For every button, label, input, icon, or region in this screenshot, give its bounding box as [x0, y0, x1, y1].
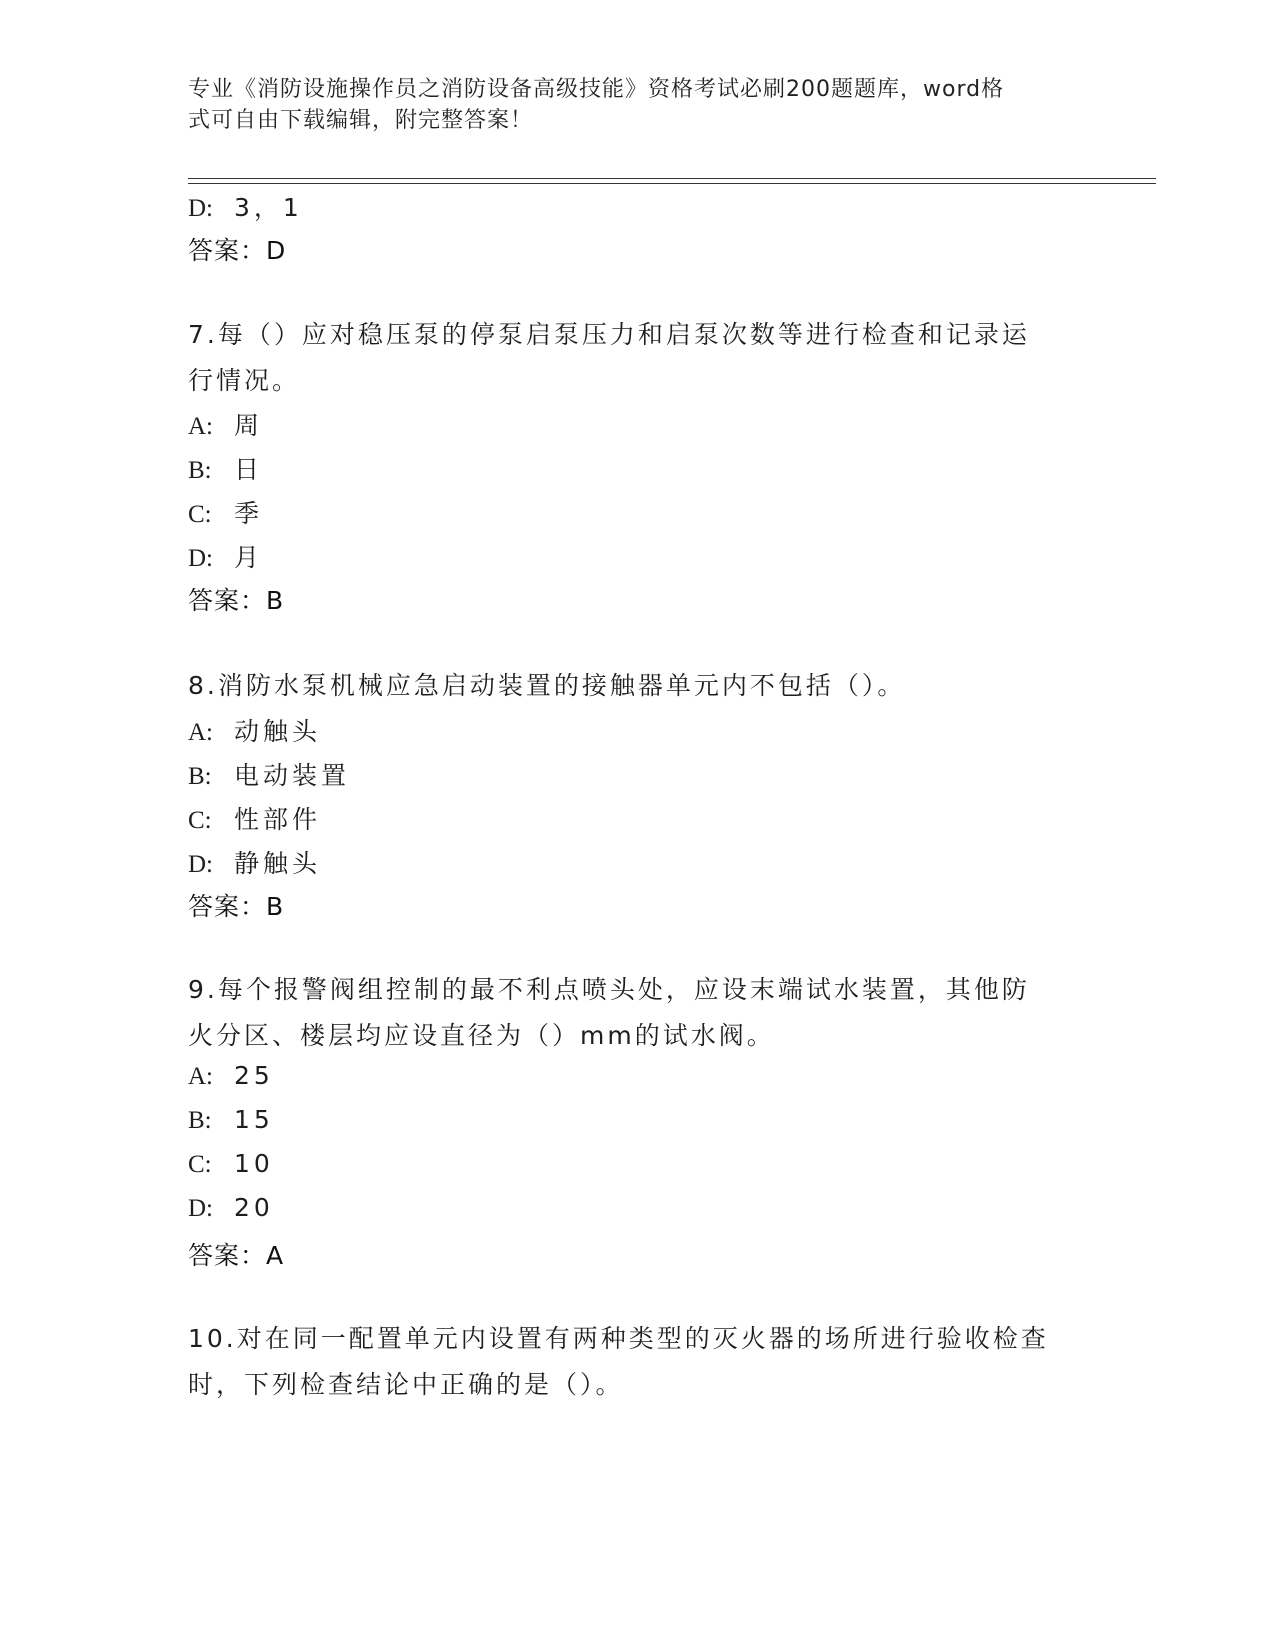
question-8-option-b: [188, 756, 350, 792]
option-text: 3，1: [234, 193, 303, 222]
answer-value: D: [266, 236, 286, 265]
question-9-option-d: [188, 1193, 274, 1223]
option-text: 15: [234, 1105, 274, 1134]
option-text: 静触头: [234, 849, 322, 878]
prev-answer: [188, 231, 285, 267]
option-letter: A:: [188, 1063, 213, 1090]
question-8-option-c: [188, 800, 321, 836]
option-letter: C:: [188, 807, 212, 834]
option-letter: D:: [188, 195, 213, 222]
option-text: 电动装置: [234, 761, 351, 790]
question-9-option-b: [188, 1105, 274, 1135]
question-text-line: 火分区、楼层均应设直径为（）mm的试水阀。: [188, 1021, 775, 1050]
header-divider-top: [188, 178, 1156, 179]
option-text: 日: [234, 455, 264, 484]
question-7-text: [188, 312, 1088, 404]
answer-label: 答案：: [188, 892, 267, 921]
header-divider-bottom: [188, 183, 1156, 184]
question-text-line: 10.对在同一配置单元内设置有两种类型的灭火器的场所进行验收检查: [188, 1324, 1049, 1353]
option-letter: B:: [188, 457, 212, 484]
question-text-line: 8.消防水泵机械应急启动装置的接触器单元内不包括（）。: [188, 671, 906, 700]
option-text: 10: [234, 1149, 274, 1178]
document-header: [188, 74, 1068, 136]
option-letter: B:: [188, 763, 212, 790]
answer-label: 答案：: [188, 236, 267, 265]
question-10-text: [188, 1316, 1088, 1408]
option-text: 季: [234, 499, 264, 528]
question-text-line: 7.每（）应对稳压泵的停泵启泵压力和启泵次数等进行检查和记录运: [188, 320, 1030, 349]
option-letter: A:: [188, 413, 213, 440]
question-8-option-d: [188, 844, 321, 880]
option-text: 月: [234, 543, 264, 572]
question-text-line: 时，下列检查结论中正确的是（）。: [188, 1370, 624, 1399]
prev-option-d: [188, 188, 303, 224]
question-8-answer: [188, 887, 283, 923]
option-text: 25: [234, 1061, 274, 1090]
answer-label: 答案：: [188, 586, 267, 615]
header-line-1: 专业《消防设施操作员之消防设备高级技能》资格考试必刷200题题库，word格: [188, 77, 1005, 102]
answer-value: A: [266, 1241, 284, 1270]
question-7-option-c: [188, 494, 263, 530]
question-9-option-c: [188, 1149, 274, 1179]
option-letter: D:: [188, 1195, 213, 1222]
option-letter: A:: [188, 719, 213, 746]
question-7-option-b: [188, 450, 263, 486]
question-7-option-a: [188, 406, 263, 442]
question-8-option-a: [188, 712, 321, 748]
option-letter: D:: [188, 851, 213, 878]
question-9-option-a: [188, 1061, 274, 1091]
question-8-text: [188, 663, 1088, 709]
answer-value: B: [266, 892, 284, 921]
question-text-line: 9.每个报警阀组控制的最不利点喷头处，应设末端试水装置，其他防: [188, 975, 1030, 1004]
answer-value: B: [266, 586, 284, 615]
question-9-answer: [188, 1236, 283, 1272]
option-letter: C:: [188, 1151, 212, 1178]
option-text: 周: [234, 411, 264, 440]
question-7-option-d: [188, 538, 263, 574]
option-text: 动触头: [234, 717, 322, 746]
option-letter: C:: [188, 501, 212, 528]
option-letter: D:: [188, 545, 213, 572]
answer-label: 答案：: [188, 1241, 267, 1270]
header-line-2: 式可自由下载编辑，附完整答案！: [188, 108, 534, 133]
option-text: 性部件: [234, 805, 322, 834]
option-text: 20: [234, 1193, 274, 1222]
option-letter: B:: [188, 1107, 212, 1134]
question-text-line: 行情况。: [188, 366, 301, 395]
question-9-text: [188, 967, 1088, 1059]
question-7-answer: [188, 581, 283, 617]
